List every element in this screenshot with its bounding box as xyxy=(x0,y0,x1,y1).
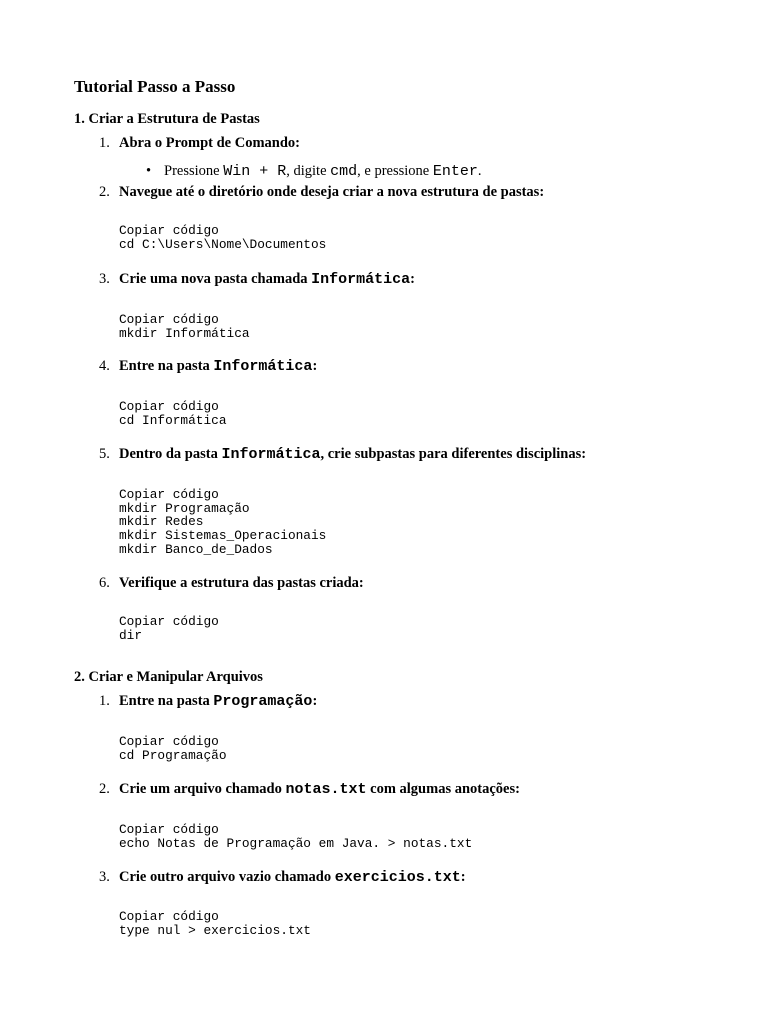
keyboard-shortcut: Win + R xyxy=(223,163,287,180)
code-line: echo Notas de Programação em Java. > notas.txt xyxy=(119,835,473,851)
code-block xyxy=(119,224,326,251)
section-heading: 1. Criar a Estrutura de Pastas xyxy=(74,111,260,127)
code-block xyxy=(119,488,326,557)
copy-code-label[interactable]: Copiar código xyxy=(119,487,219,502)
step-text: Verifique a estrutura das pastas criada: xyxy=(119,575,364,591)
copy-code-label[interactable]: Copiar código xyxy=(119,734,219,749)
code-line: mkdir Redes xyxy=(119,514,204,530)
code-line: mkdir Informática xyxy=(119,325,250,341)
step-number: 1. xyxy=(99,693,110,709)
step-number: 5. xyxy=(99,446,110,462)
step-number: 4. xyxy=(99,358,110,374)
step-number: 6. xyxy=(99,575,110,591)
bullet-text: Pressione Win + R, digite cmd, e pressione Enter. xyxy=(164,163,482,180)
step-text: Crie outro arquivo vazio chamado exercicios.txt: xyxy=(119,869,466,886)
copy-code-label[interactable]: Copiar código xyxy=(119,909,219,924)
step-text: Dentro da pasta Informática, crie subpastas para diferentes disciplinas: xyxy=(119,446,587,463)
code-block xyxy=(119,735,227,762)
code-block xyxy=(119,313,250,340)
code-block xyxy=(119,910,311,937)
step-text: Crie um arquivo chamado notas.txt com algumas anotações: xyxy=(119,781,520,798)
copy-code-label[interactable]: Copiar código xyxy=(119,223,219,238)
step-number: 3. xyxy=(99,271,110,287)
code-line: mkdir Programação xyxy=(119,500,250,516)
folder-name: Informática xyxy=(221,446,321,463)
code-line: mkdir Banco_de_Dados xyxy=(119,541,273,557)
step-number: 2. xyxy=(99,781,110,797)
bullet-marker: • xyxy=(146,163,152,179)
copy-code-label[interactable]: Copiar código xyxy=(119,614,219,629)
code-line: type nul > exercicios.txt xyxy=(119,922,311,938)
folder-name: Programação xyxy=(213,693,313,710)
step-text: Navegue até o diretório onde deseja criar a nova estrutura de pastas: xyxy=(119,184,545,200)
step-number: 2. xyxy=(99,184,110,200)
step-text: Crie uma nova pasta chamada Informática: xyxy=(119,271,416,288)
step-number: 1. xyxy=(99,135,110,151)
command-name: cmd xyxy=(330,163,358,180)
step-text: Entre na pasta Informática: xyxy=(119,358,318,375)
folder-name: Informática xyxy=(311,271,411,288)
step-text: Abra o Prompt de Comando: xyxy=(119,135,300,151)
code-block xyxy=(119,615,219,642)
code-line: cd Programação xyxy=(119,747,227,763)
key-name: Enter xyxy=(432,163,478,180)
code-block xyxy=(119,400,227,427)
section-heading: 2. Criar e Manipular Arquivos xyxy=(74,669,263,685)
document-title: Tutorial Passo a Passo xyxy=(74,77,236,96)
file-name: exercicios.txt xyxy=(334,869,461,886)
file-name: notas.txt xyxy=(285,781,367,798)
code-block xyxy=(119,823,472,850)
copy-code-label[interactable]: Copiar código xyxy=(119,312,219,327)
folder-name: Informática xyxy=(213,358,313,375)
code-line: cd C:\Users\Nome\Documentos xyxy=(119,236,327,252)
copy-code-label[interactable]: Copiar código xyxy=(119,399,219,414)
copy-code-label[interactable]: Copiar código xyxy=(119,822,219,837)
code-line: dir xyxy=(119,627,143,643)
code-line: cd Informática xyxy=(119,412,227,428)
step-text: Entre na pasta Programação: xyxy=(119,693,318,710)
code-line: mkdir Sistemas_Operacionais xyxy=(119,528,327,544)
step-number: 3. xyxy=(99,869,110,885)
